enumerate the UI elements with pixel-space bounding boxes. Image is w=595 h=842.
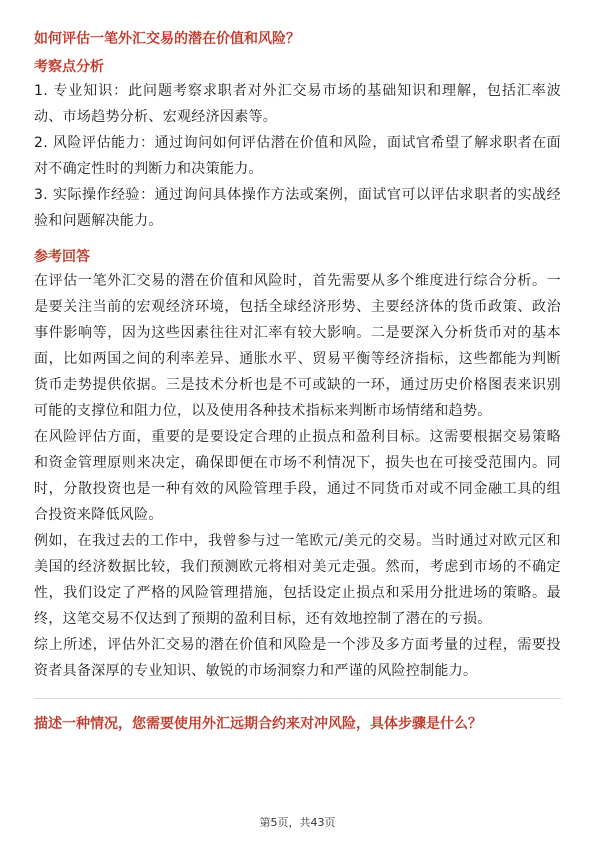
answer-paragraph: 综上所述，评估外汇交易的潜在价值和风险是一个涉及多方面考量的过程，需要投资者具备深厚的专业知识、敏锐的市场洞察力和严谨的风险控制能力。 [34,637,561,679]
next-question-title: 描述一种情况，您需要使用外汇远期合约来对冲风险，具体步骤是什么？ [34,716,482,732]
analysis-item: 2. 风险评估能力：通过询问如何评估潜在价值和风险，面试官希望了解求职者在面对不确定性时的判断力和决策能力。 [34,135,561,177]
page-footer: 第5页，共43页 [259,816,336,829]
answer-heading: 参考回答 [34,249,90,265]
spacer [34,234,561,246]
answer-paragraph: 例如，在我过去的工作中，我曾参与过一笔欧元/美元的交易。当时通过对欧元区和美国的经济数据比较，我们预测欧元将相对美元走强。然而，考虑到市场的不确定性，我们设定了严格的风险管理措施，包括设定止损点和采用分批进场的策略。最终，这笔交易不仅达到了预期的盈利目标，还有效地控制了潜在的亏损。 [34,533,561,627]
analysis-item: 1. 专业知识：此问题考察求职者对外汇交易市场的基础知识和理解，包括汇率波动、市场趋势分析、宏观经济因素等。 [34,83,561,125]
analysis-item: 3. 实际操作经验：通过询问具体操作方法或案例，面试官可以评估求职者的实战经验和问题解决能力。 [34,187,561,229]
answer-paragraph: 在评估一笔外汇交易的潜在价值和风险时，首先需要从多个维度进行综合分析。一是要关注当前的宏观经济环境，包括全球经济形势、主要经济体的货币政策、政治事件影响等，因为这些因素往往对汇率有较大影响。二是要深入分析货币对的基本面，比如两国之间的利率差异、通胀水平、贸易平衡等经济指标，这些都能为判断货币走势提供依据。三是技术分析也是不可或缺的一环，通过历史价格图表来识别可能的支撑位和阻力位，以及使用各种技术指标来判断市场情绪和趋势。 [34,273,561,419]
section-divider [34,698,561,699]
question-title: 如何评估一笔外汇交易的潜在价值和风险？ [34,31,300,47]
answer-paragraph: 在风险评估方面，重要的是要设定合理的止损点和盈利目标。这需要根据交易策略和资金管理原则来决定，确保即便在市场不利情况下，损失也在可接受范围内。同时，分散投资也是一种有效的风险管理手段，通过不同货币对或不同金融工具的组合投资来降低风险。 [34,429,561,523]
document-page [34,28,561,741]
analysis-heading: 考察点分析 [34,59,104,75]
